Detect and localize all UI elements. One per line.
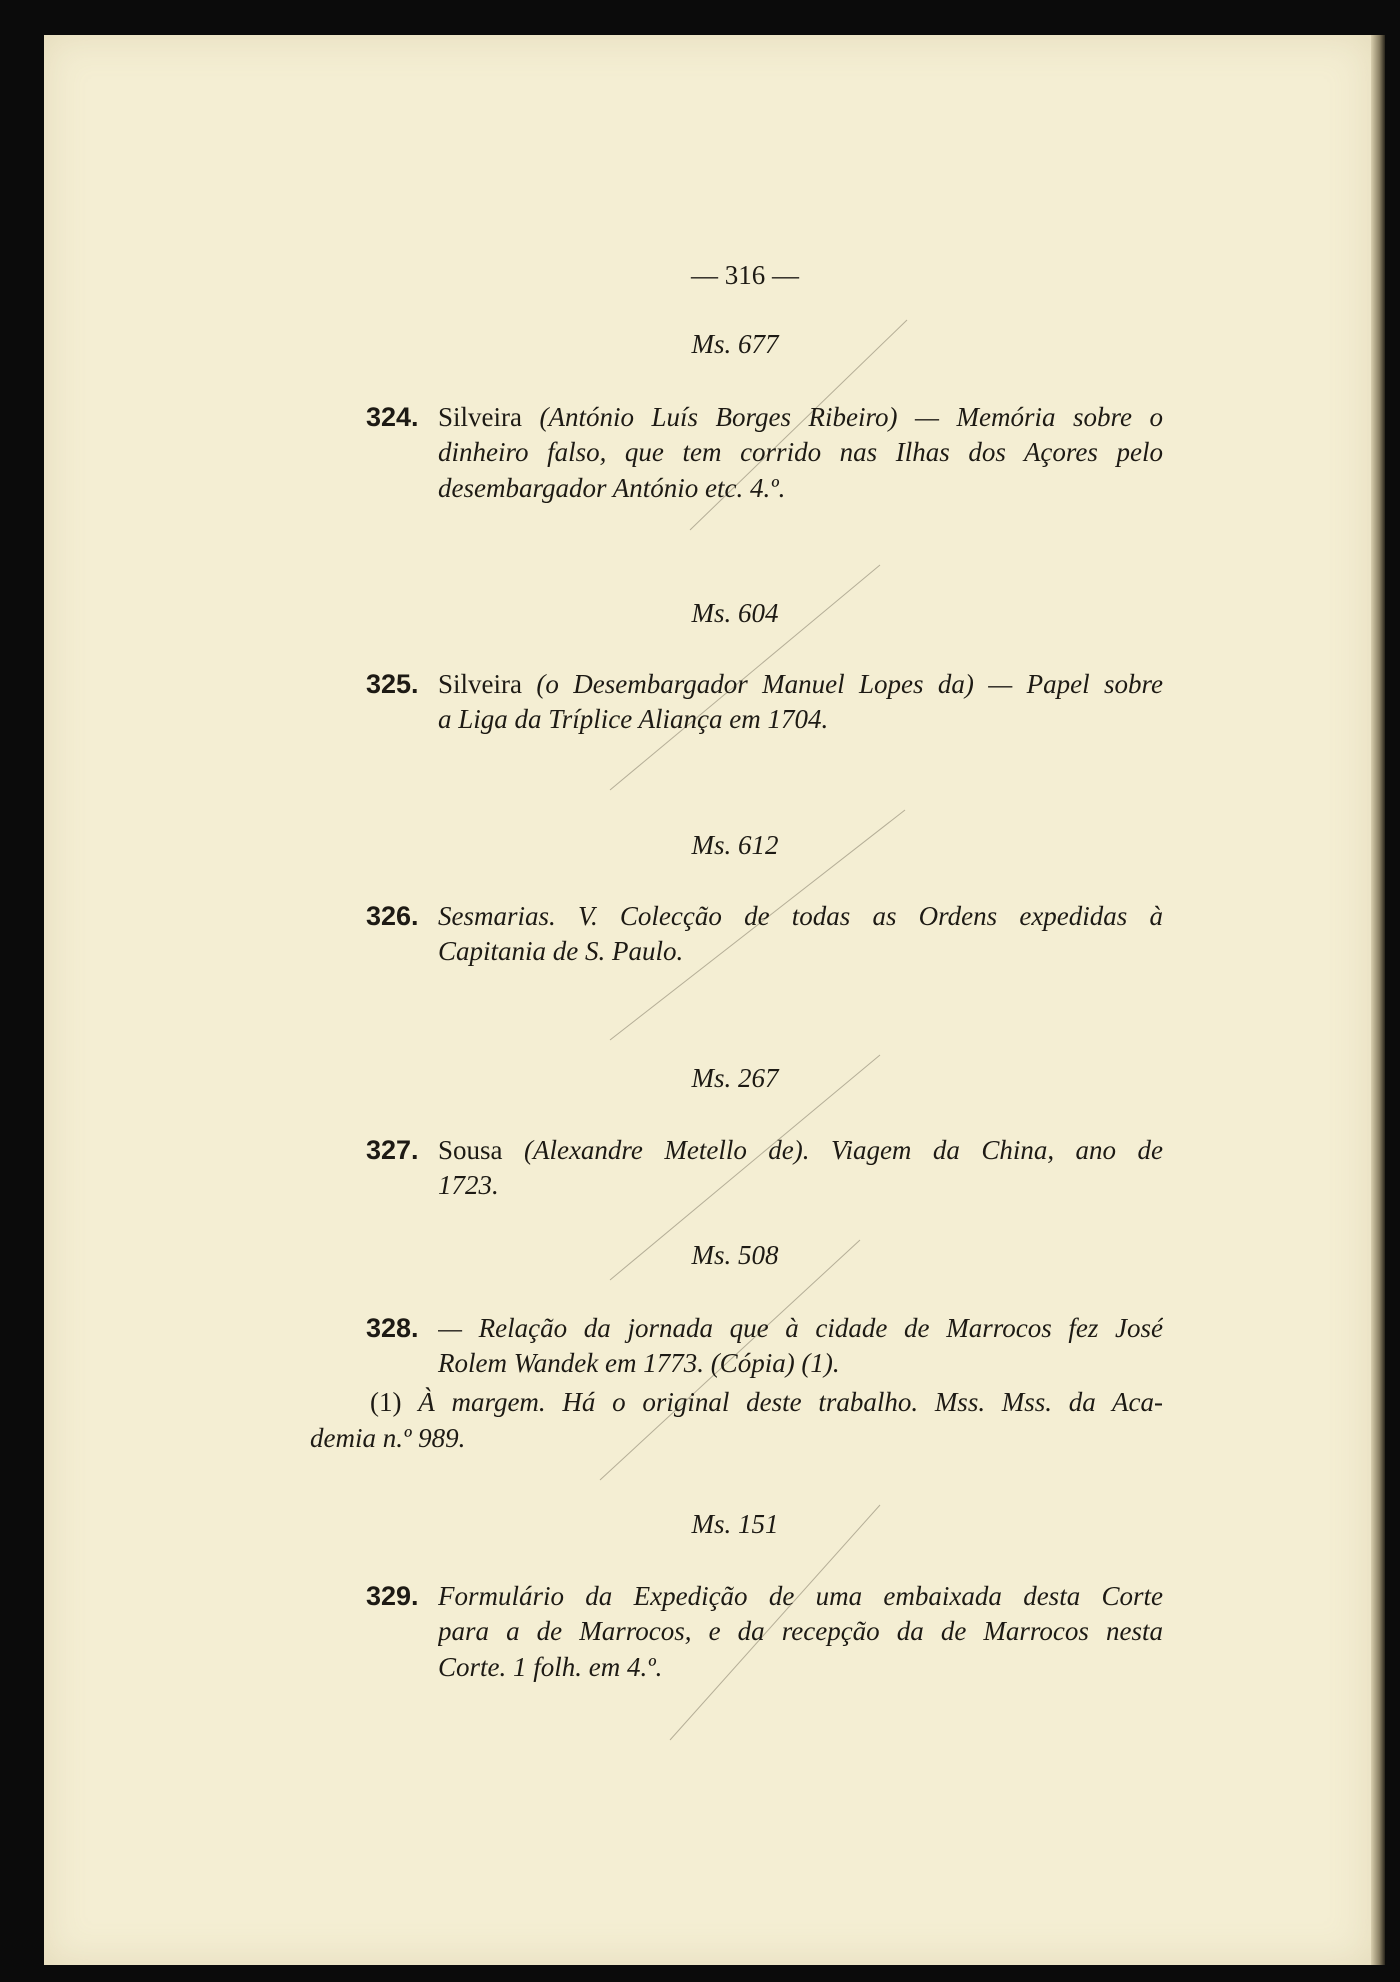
entry-line: — Relação da jornada que à cidade de Marrocos fez José — [438, 1313, 1163, 1343]
entry-number: 324. — [366, 402, 419, 432]
entry-line: dinheiro falso, que tem corrido nas Ilhas dos Açores pelo — [438, 437, 1163, 467]
entry-number: 326. — [366, 901, 419, 931]
entry-line: Formulário da Expedição de uma embaixada desta Corte — [438, 1581, 1163, 1611]
footnote-line — [370, 1385, 1163, 1420]
ms-heading: Ms. 151 — [691, 1509, 779, 1539]
footnote-line: demia n.º 989. — [310, 1423, 466, 1453]
footnote-marker: (1) — [370, 1387, 402, 1417]
entry-number: 329. — [366, 1581, 419, 1611]
entry-line: Corte. 1 folh. em 4.º. — [438, 1652, 663, 1682]
entry-line: Capitania de S. Paulo. — [438, 936, 684, 966]
entry-author: Sousa — [438, 1135, 503, 1165]
entry-line: a Liga da Tríplice Aliança em 1704. — [438, 704, 829, 734]
entry-line: Rolem Wandek em 1773. (Cópia) (1). — [438, 1348, 840, 1378]
entry-line — [438, 1133, 1163, 1168]
entry-line: desembargador António etc. 4.º. — [438, 473, 786, 503]
ms-heading: Ms. 267 — [691, 1063, 779, 1093]
entry-line-text: (Alexandre Metello de). Viagem da China, ano de — [523, 1135, 1163, 1165]
entry-line — [438, 667, 1163, 702]
entry-number: 325. — [366, 669, 419, 699]
ms-heading: Ms. 612 — [691, 830, 779, 860]
entry-line: para a de Marrocos, e da recepção da de Marrocos nesta — [438, 1616, 1163, 1646]
entry-author: Silveira — [438, 669, 522, 699]
ms-heading: Ms. 604 — [691, 598, 779, 628]
ms-heading: Ms. 677 — [691, 329, 779, 359]
entry-number: 327. — [366, 1135, 419, 1165]
page-number: — 316 — — [691, 260, 799, 290]
entry-number: 328. — [366, 1313, 419, 1343]
entry-author: Silveira — [438, 402, 522, 432]
entry-line-text: (o Desembargador Manuel Lopes da) — Papel sobre — [536, 669, 1163, 699]
entry-line — [438, 400, 1163, 435]
entry-line-text: (António Luís Borges Ribeiro) — Memória sobre o — [539, 402, 1163, 432]
ms-heading: Ms. 508 — [691, 1240, 779, 1270]
footnote-text: À margem. Há o original deste trabalho. Mss. Mss. da Aca- — [418, 1387, 1163, 1417]
entry-line: 1723. — [438, 1170, 499, 1200]
entry-line: Sesmarias. V. Colecção de todas as Ordens expedidas à — [438, 901, 1163, 931]
